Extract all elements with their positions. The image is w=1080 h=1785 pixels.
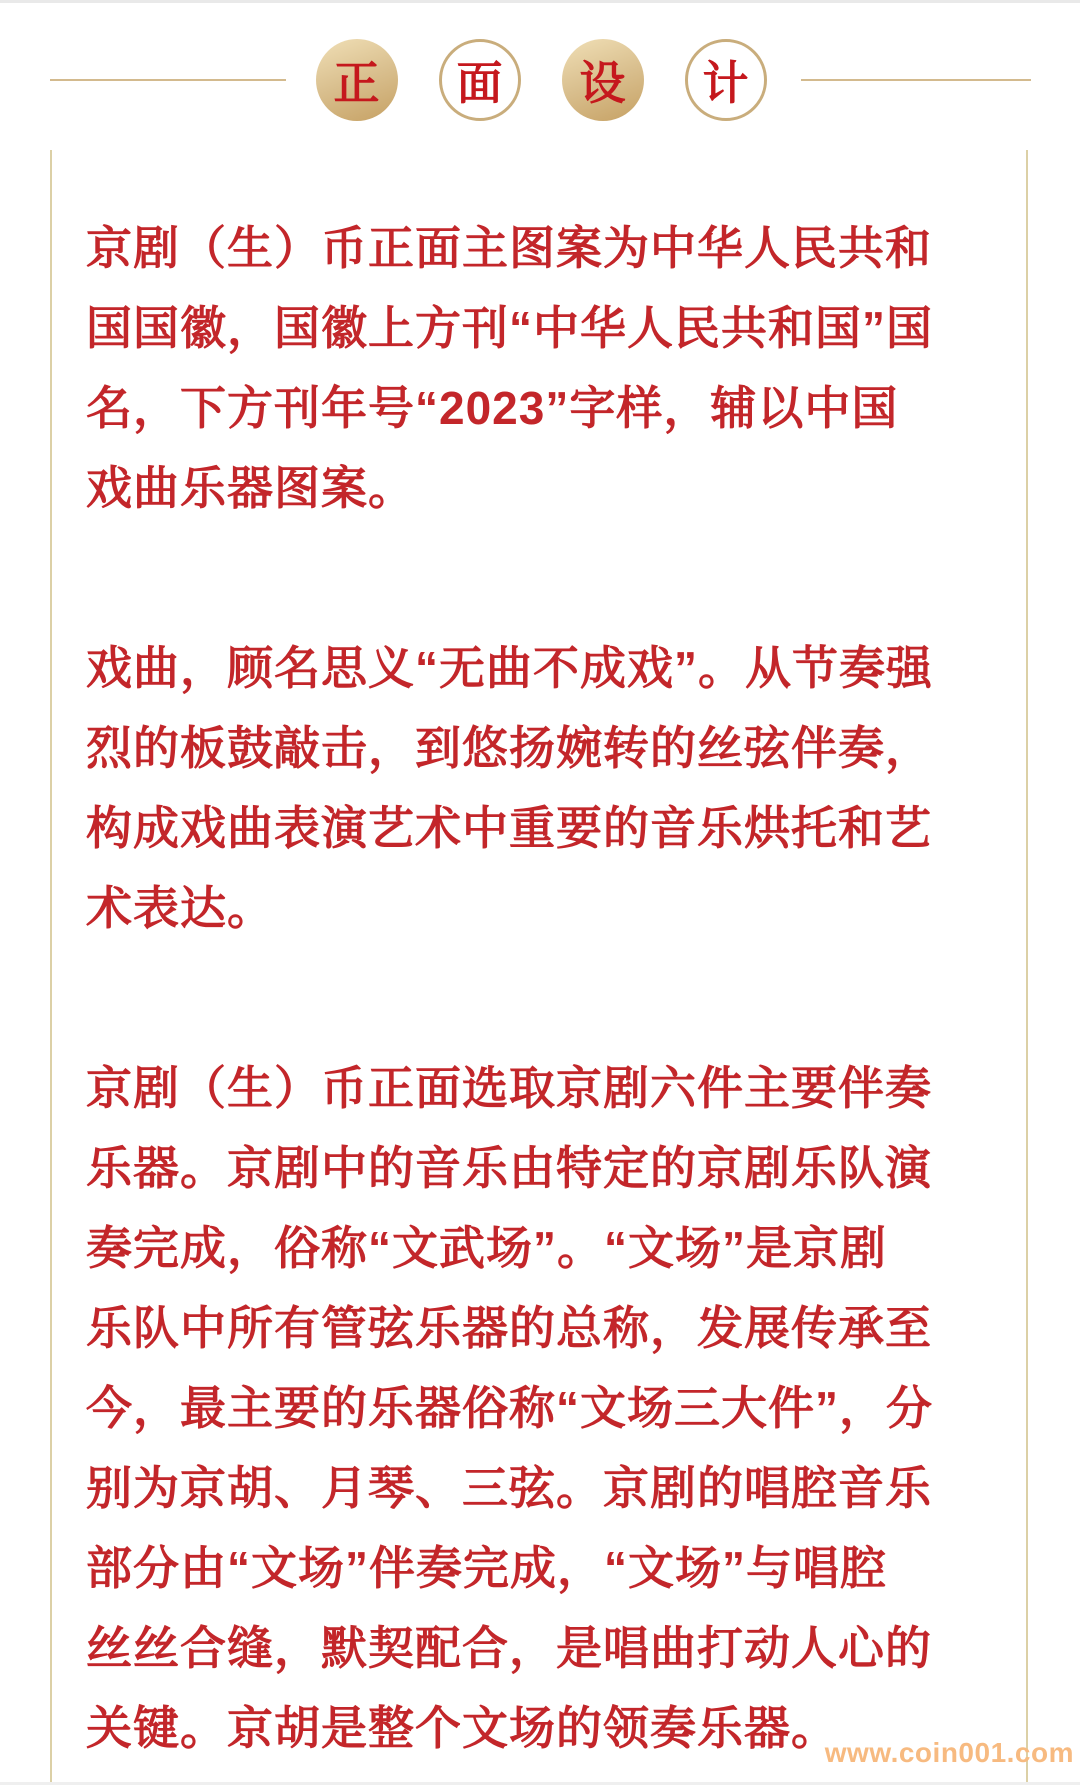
text-line: 构成戏曲表演艺术中重要的音乐烘托和艺 xyxy=(86,802,932,854)
text-line: 名，下方刊年号“2023”字样，辅以中国 xyxy=(86,382,899,434)
paragraph-3 xyxy=(86,1048,996,1768)
site-watermark: www.coin001.com xyxy=(824,1737,1074,1768)
text-line: 奏完成，俗称“文武场”。“文场”是京剧 xyxy=(86,1222,887,1274)
header-rule-left xyxy=(50,79,286,81)
text-line: 丝丝合缝，默契配合，是唱曲打动人心的 xyxy=(86,1622,932,1674)
text-line: 戏曲乐器图案。 xyxy=(86,462,415,514)
text-line: 京剧（生）币正面选取京剧六件主要伴奏 xyxy=(86,1062,932,1114)
text-line: 国国徽，国徽上方刊“中华人民共和国”国 xyxy=(86,302,933,354)
title-badge-3: 设 xyxy=(562,39,644,121)
title-badge-4: 计 xyxy=(685,39,767,121)
text-line: 戏曲，顾名思义“无曲不成戏”。从节奏强 xyxy=(86,642,933,694)
text-line: 部分由“文场”伴奏完成，“文场”与唱腔 xyxy=(86,1542,887,1594)
text-line: 乐器。京剧中的音乐由特定的京剧乐队演 xyxy=(86,1142,932,1194)
title-badge-1: 正 xyxy=(316,39,398,121)
section-header xyxy=(0,38,1080,122)
text-line: 术表达。 xyxy=(86,882,274,934)
text-line: 乐队中所有管弦乐器的总称，发展传承至 xyxy=(86,1302,932,1354)
paragraph-1 xyxy=(86,208,996,528)
text-line: 京剧（生）币正面主图案为中华人民共和 xyxy=(86,222,932,274)
top-divider xyxy=(0,0,1080,3)
text-line: 烈的板鼓敲击，到悠扬婉转的丝弦伴奏， xyxy=(86,722,932,774)
article-body xyxy=(50,150,1028,1785)
title-badge-2: 面 xyxy=(439,39,521,121)
text-line: 别为京胡、月琴、三弦。京剧的唱腔音乐 xyxy=(86,1462,932,1514)
header-rule-right xyxy=(801,79,1031,81)
text-line: 今，最主要的乐器俗称“文场三大件”，分 xyxy=(86,1382,933,1434)
text-line: 关键。京胡是整个文场的领奏乐器。 xyxy=(86,1702,838,1754)
paragraph-2 xyxy=(86,628,996,948)
